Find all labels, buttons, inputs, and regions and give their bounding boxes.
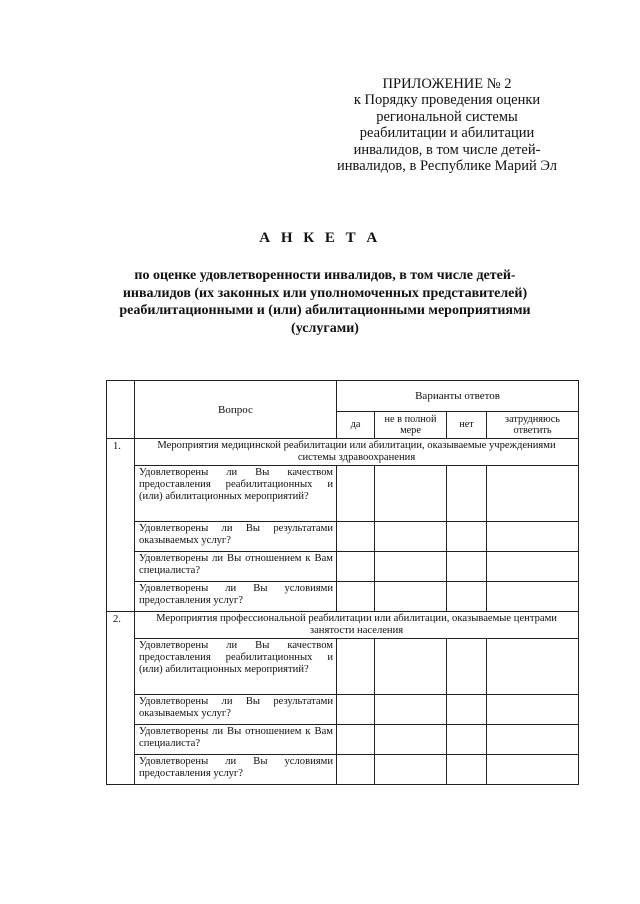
answer-yes-cell[interactable] (337, 466, 375, 522)
question-text: Удовлетворены ли Вы отношением к Вам специалиста? (135, 552, 337, 582)
answer-yes-cell[interactable] (337, 695, 375, 725)
document-title: А Н К Е Т А (259, 230, 381, 246)
appendix-line: реабилитации и абилитации (359, 125, 535, 142)
answer-partially-cell[interactable] (375, 582, 447, 612)
document-subtitle (100, 267, 550, 337)
answer-partially-cell[interactable] (375, 639, 447, 695)
question-row (107, 552, 579, 582)
answer-hard-to-answer-cell[interactable] (487, 552, 579, 582)
answer-hard-to-answer-cell[interactable] (487, 522, 579, 552)
answer-yes-cell[interactable] (337, 639, 375, 695)
answer-hard-to-answer-cell[interactable] (487, 639, 579, 695)
section-number: 1. (107, 439, 135, 612)
header-variants: Варианты ответов (337, 381, 579, 412)
appendix-header (318, 76, 576, 174)
appendix-line: инвалидов, в Республике Марий Эл (337, 158, 557, 175)
answer-hard-to-answer-cell[interactable] (487, 755, 579, 785)
appendix-line: региональной системы (376, 108, 518, 125)
answer-yes-cell[interactable] (337, 522, 375, 552)
question-row (107, 582, 579, 612)
answer-partially-cell[interactable] (375, 695, 447, 725)
question-text: Удовлетворены ли Вы результатами оказываемых услуг? (135, 522, 337, 552)
header-question: Вопрос (135, 381, 337, 439)
answer-hard-to-answer-cell[interactable] (487, 695, 579, 725)
question-row (107, 695, 579, 725)
answer-no-cell[interactable] (447, 466, 487, 522)
answer-hard-to-answer-cell[interactable] (487, 725, 579, 755)
question-row (107, 466, 579, 522)
answer-yes-cell[interactable] (337, 552, 375, 582)
question-text: Удовлетворены ли Вы отношением к Вам специалиста? (135, 725, 337, 755)
answer-yes-cell[interactable] (337, 582, 375, 612)
answer-yes-cell[interactable] (337, 755, 375, 785)
question-text: Удовлетворены ли Вы качеством предоставления реабилитационных и (или) абилитационных мероприятий? (135, 466, 337, 522)
question-row (107, 755, 579, 785)
answer-partially-cell[interactable] (375, 725, 447, 755)
section-row (107, 612, 579, 639)
survey-table (106, 380, 579, 785)
subtitle-line: инвалидов (их законных или уполномоченных представителей) (122, 285, 528, 301)
answer-yes-cell[interactable] (337, 725, 375, 755)
answer-partially-cell[interactable] (375, 522, 447, 552)
option-no: нет (447, 412, 487, 439)
answer-no-cell[interactable] (447, 725, 487, 755)
header-number-cell (107, 381, 135, 439)
answer-no-cell[interactable] (447, 755, 487, 785)
answer-no-cell[interactable] (447, 695, 487, 725)
option-partially: не в полной мере (375, 412, 447, 439)
answer-hard-to-answer-cell[interactable] (487, 582, 579, 612)
section-number: 2. (107, 612, 135, 785)
option-hard-to-answer: затрудняюсь ответить (487, 412, 579, 439)
question-text: Удовлетворены ли Вы условиями предоставления услуг? (135, 582, 337, 612)
answer-partially-cell[interactable] (375, 466, 447, 522)
question-row (107, 522, 579, 552)
section-row (107, 439, 579, 466)
question-row (107, 725, 579, 755)
question-text: Удовлетворены ли Вы условиями предоставления услуг? (135, 755, 337, 785)
subtitle-line: (услугами) (291, 320, 359, 336)
question-text: Удовлетворены ли Вы результатами оказываемых услуг? (135, 695, 337, 725)
answer-partially-cell[interactable] (375, 552, 447, 582)
section-title: Мероприятия профессиональной реабилитации или абилитации, оказываемые центрами занятости населения (135, 612, 579, 639)
answer-no-cell[interactable] (447, 552, 487, 582)
answer-no-cell[interactable] (447, 522, 487, 552)
option-yes: да (337, 412, 375, 439)
answer-hard-to-answer-cell[interactable] (487, 466, 579, 522)
appendix-line: инвалидов, в том числе детей- (353, 141, 541, 158)
answer-no-cell[interactable] (447, 639, 487, 695)
subtitle-line: по оценке удовлетворенности инвалидов, в том числе детей- (134, 268, 516, 283)
appendix-line: ПРИЛОЖЕНИЕ № 2 (382, 76, 512, 92)
question-row (107, 639, 579, 695)
section-title: Мероприятия медицинской реабилитации или абилитации, оказываемые учреждениями системы здравоохранения (135, 439, 579, 466)
subtitle-line: реабилитационными и (или) абилитационными мероприятиями (119, 303, 531, 319)
question-text: Удовлетворены ли Вы качеством предоставления реабилитационных и (или) абилитационных мероприятий? (135, 639, 337, 695)
answer-no-cell[interactable] (447, 582, 487, 612)
appendix-line: к Порядку проведения оценки (353, 92, 541, 109)
answer-partially-cell[interactable] (375, 755, 447, 785)
